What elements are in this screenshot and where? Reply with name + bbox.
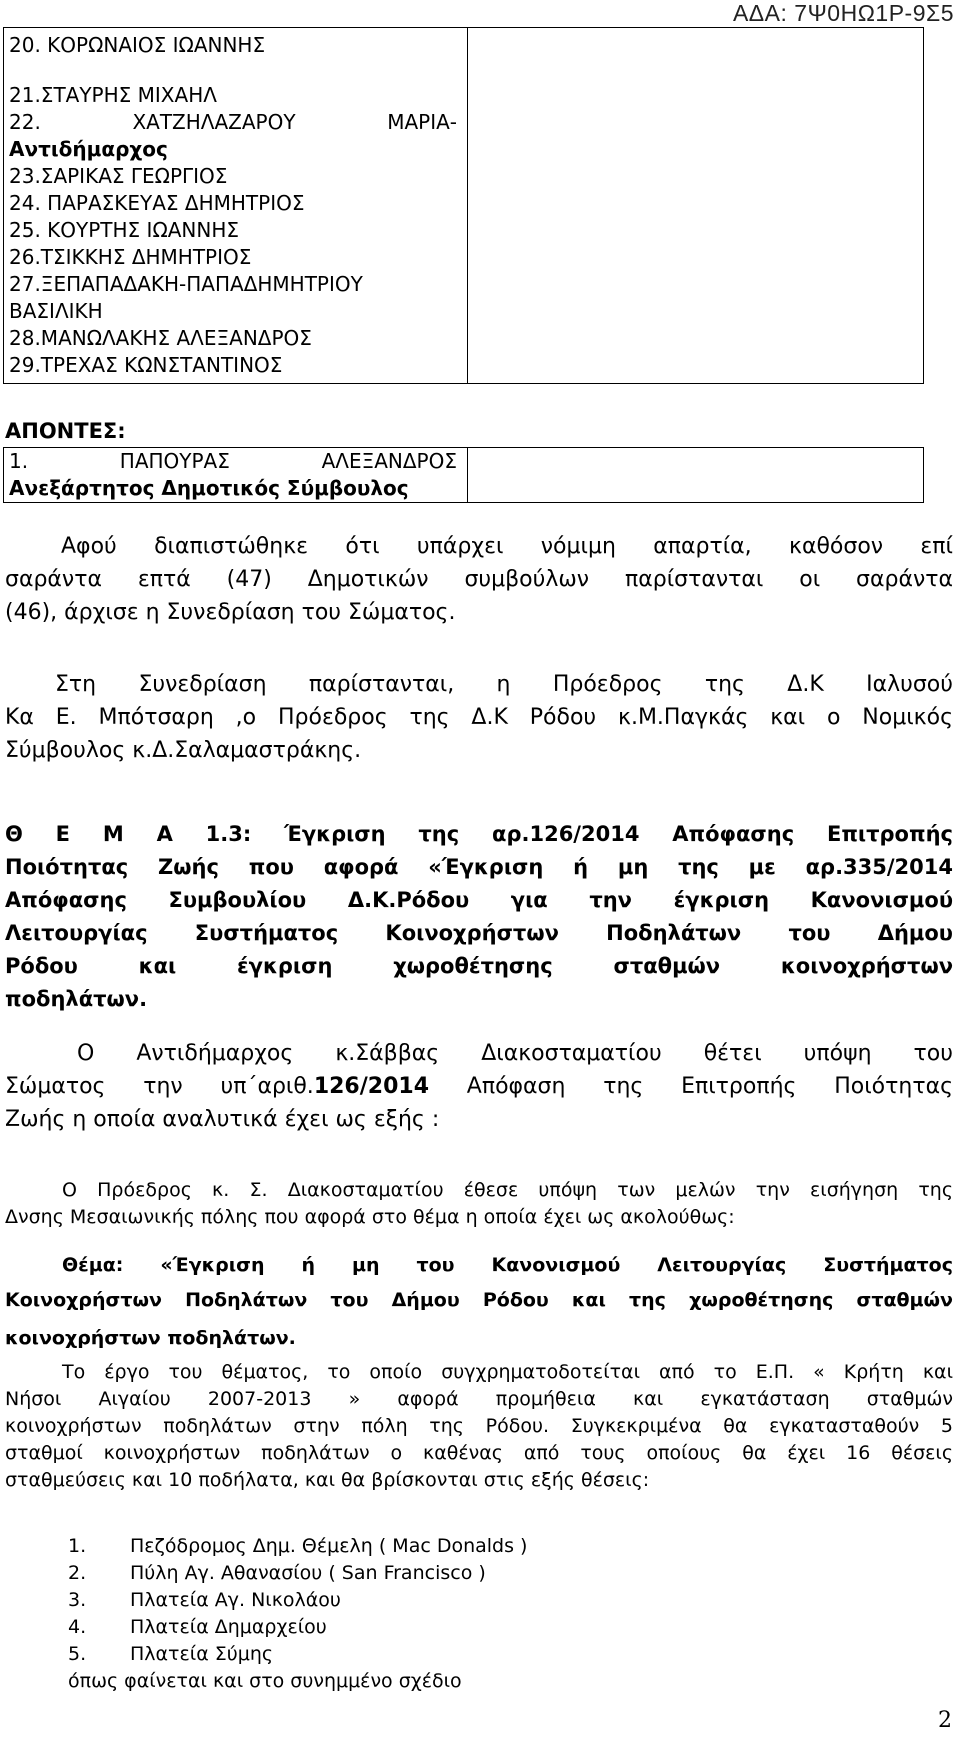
quorum-paragraph [5, 530, 953, 629]
member-item: 21.ΣΤΑΥΡΗΣ ΜΙΧΑΗΛ [9, 83, 217, 107]
member-item: 28.ΜΑΝΩΛΑΚΗΣ ΑΛΕΞΑΝΔΡΟΣ [9, 326, 312, 350]
deputy-line [5, 1070, 953, 1103]
deputy-line: Ο Αντιδήμαρχος κ.Σάββας Διακοσταματίου θέτει υπόψη του [77, 1041, 953, 1066]
topic-line: Απόφασης Συμβουλίου Δ.Κ.Ρόδου για την έγκριση Κανονισμού [5, 888, 953, 912]
absent-heading: ΑΠΟΝΤΕΣ: [5, 419, 126, 443]
project-line: σταθμεύσεις και 10 ποδήλατα, και θα βρίσκονται στις εξής θέσεις: [5, 1469, 650, 1491]
member-item: 26.ΤΣΙΚΚΗΣ ΔΗΜΗΤΡΙΟΣ [9, 245, 252, 269]
list-text: Πλατεία Δημαρχείου [130, 1616, 327, 1638]
list-item [68, 1614, 527, 1641]
project-line: κοινοχρήστων ποδηλάτων στην πόλη της Ρόδου. Συγκεκριμένα θα εγκατασταθούν 5 [5, 1415, 953, 1437]
subject-line: Κοινοχρήστων Ποδηλάτων του Δήμου Ρόδου και της χωροθέτησης σταθμών [5, 1289, 953, 1311]
empty-cell [468, 448, 924, 503]
president-line: Δνσης Μεσαιωνικής πόλης που αφορά στο θέμα η οποία έχει ως ακολούθως: [5, 1206, 735, 1228]
member-item: ΒΑΣΙΛΙΚΗ [9, 299, 103, 323]
deputy-line-part: Σώματος την υπ΄αριθ. [5, 1074, 314, 1099]
member-surname: ΧΑΤΖΗΛΑΖΑΡΟΥ [132, 110, 296, 134]
list-number: 5. [68, 1643, 87, 1665]
list-number: 1. [68, 1535, 87, 1557]
topic-line: Ποιότητας Ζωής που αφορά «Έγκριση ή μη της με αρ.335/2014 [5, 855, 953, 879]
quorum-line: (46), άρχισε η Συνεδρίαση του Σώματος. [5, 600, 456, 625]
present-members-table [3, 27, 924, 384]
list-item [68, 1533, 527, 1560]
member-firstname: ΜΑΡΙΑ- [387, 110, 457, 134]
member-item: 29.ΤΡΕΧΑΣ ΚΩΝΣΤΑΝΤΙΝΟΣ [9, 353, 283, 377]
topic-paragraph [5, 818, 953, 1016]
project-line: Νήσοι Αιγαίου 2007-2013 » αφορά προμήθεια και εγκατάσταση σταθμών [5, 1388, 953, 1410]
deputy-line: Ζωής η οποία αναλυτικά έχει ως εξής : [5, 1107, 440, 1132]
list-text: Πλατεία Αγ. Νικολάου [130, 1589, 341, 1611]
topic-line: Ρόδου και έγκριση χωροθέτησης σταθμών κοινοχρήστων [5, 954, 953, 978]
absent-role: Ανεξάρτητος Δημοτικός Σύμβουλος [9, 476, 409, 500]
attendance-line: Σύμβουλος κ.Δ.Σαλαμαστράκης. [5, 738, 362, 763]
attendance-line: Στη Συνεδρίαση παρίστανται, η Πρόεδρος της Δ.Κ Ιαλυσού [55, 672, 953, 697]
project-line: σταθμοί κοινοχρήστων ποδηλάτων ο καθένας από τους οποίους θα έχει 16 θέσεις [5, 1442, 953, 1464]
project-line: Το έργο του θέματος, το οποίο συγχρηματοδοτείται από το Ε.Π. « Κρήτη και [62, 1361, 953, 1383]
page-number: 2 [938, 1708, 952, 1733]
locations-list [68, 1533, 527, 1695]
topic-line: ποδηλάτων. [5, 987, 148, 1011]
member-item: 25. ΚΟΥΡΤΗΣ ΙΩΑΝΝΗΣ [9, 218, 240, 242]
absent-number: 1. [9, 449, 29, 473]
member-item [9, 109, 457, 136]
empty-cell [468, 28, 924, 384]
president-line: Ο Πρόεδρος κ. Σ. Διακοσταματίου έθεσε υπόψη των μελών την εισήγηση της [62, 1179, 953, 1201]
list-number: 4. [68, 1616, 87, 1638]
member-item: 23.ΣΑΡΙΚΑΣ ΓΕΩΡΓΙΟΣ [9, 164, 228, 188]
members-cell [4, 28, 468, 384]
attendance-paragraph [5, 668, 953, 767]
member-role: Αντιδήμαρχος [9, 137, 168, 161]
absent-member [9, 448, 457, 475]
member-item: 27.ΞΕΠΑΠΑΔΑΚΗ-ΠΑΠΑΔΗΜΗΤΡΙΟΥ [9, 272, 363, 296]
absent-cell [4, 448, 468, 503]
list-number: 2. [68, 1562, 87, 1584]
ada-code: ΑΔΑ: 7Ψ0ΗΩ1Ρ-9Σ5 [732, 0, 954, 26]
decision-number: 126/2014 [313, 1074, 430, 1099]
subject-paragraph [5, 1248, 953, 1356]
subject-line: κοινοχρήστων ποδηλάτων. [5, 1327, 296, 1349]
subject-line: Θέμα: «Έγκριση ή μη του Κανονισμού Λειτουργίας Συστήματος [62, 1254, 953, 1276]
list-text: Πεζόδρομος Δημ. Θέμελη ( Mac Donalds ) [130, 1535, 528, 1557]
member-item: 24. ΠΑΡΑΣΚΕΥΑΣ ΔΗΜΗΤΡΙΟΣ [9, 191, 305, 215]
list-footer: όπως φαίνεται και στο συνημμένο σχέδιο [68, 1670, 462, 1692]
deputy-line-part: Απόφαση της Επιτροπής Ποιότητας [429, 1074, 953, 1099]
list-item [68, 1560, 527, 1587]
list-item [68, 1587, 527, 1614]
list-text: Πύλη Αγ. Αθανασίου ( San Francisco ) [130, 1562, 486, 1584]
attendance-line: Κα Ε. Μπότσαρη ,ο Πρόεδρος της Δ.Κ Ρόδου κ.Μ.Παγκάς και ο Νομικός [5, 705, 953, 730]
quorum-line: Αφού διαπιστώθηκε ότι υπάρχει νόμιμη απαρτία, καθόσον επί [61, 534, 953, 559]
president-paragraph [5, 1177, 953, 1231]
absent-firstname: ΑΛΕΞΑΝΔΡΟΣ [321, 449, 457, 473]
absent-table [3, 447, 924, 503]
member-number: 22. [9, 110, 41, 134]
list-text: Πλατεία Σύμης [130, 1643, 274, 1665]
member-item: 20. ΚΟΡΩΝΑΙΟΣ ΙΩΑΝΝΗΣ [9, 33, 266, 57]
list-item [68, 1641, 527, 1668]
list-number: 3. [68, 1589, 87, 1611]
quorum-line: σαράντα επτά (47) Δημοτικών συμβούλων παρίστανται οι σαράντα [5, 567, 953, 592]
topic-line: Λειτουργίας Συστήματος Κοινοχρήστων Ποδηλάτων του Δήμου [5, 921, 953, 945]
project-paragraph [5, 1359, 953, 1494]
absent-surname: ΠΑΠΟΥΡΑΣ [119, 449, 230, 473]
deputy-paragraph [5, 1037, 953, 1136]
topic-line: Θ Ε Μ Α 1.3: Έγκριση της αρ.126/2014 Απόφασης Επιτροπής [5, 822, 953, 846]
